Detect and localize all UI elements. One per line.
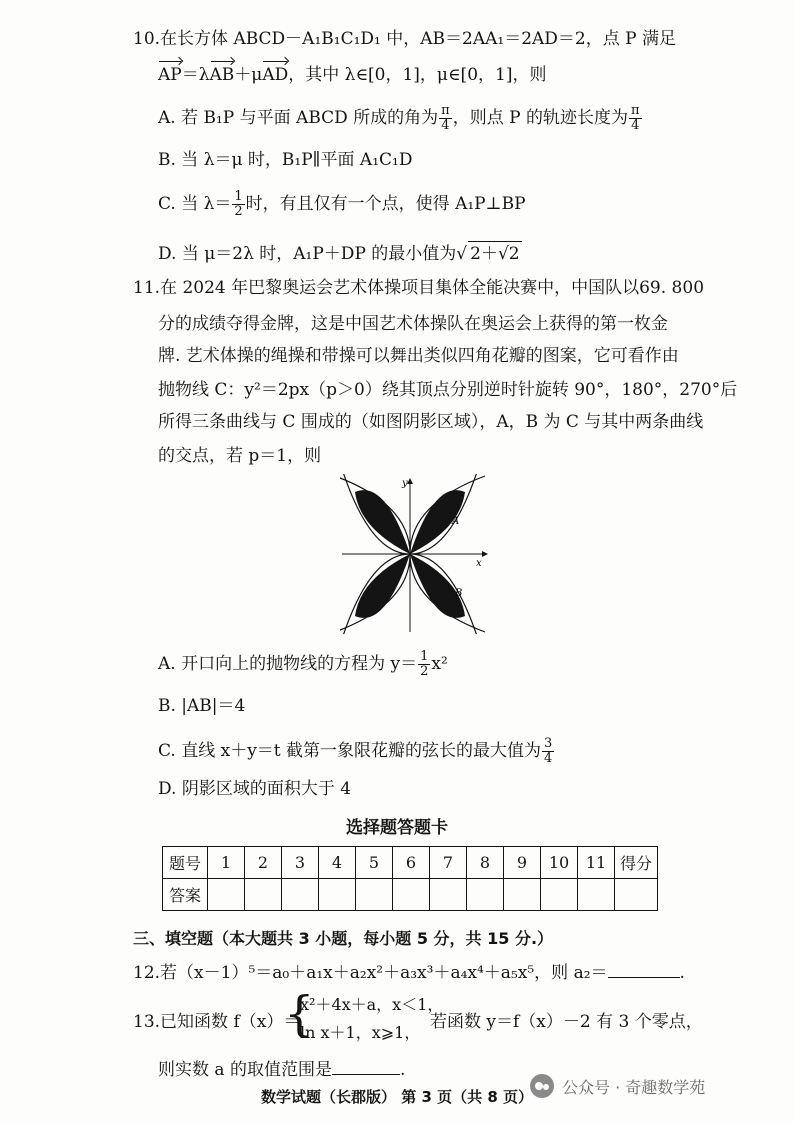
answer-cell[interactable] <box>430 879 467 911</box>
question-number-cell: 2 <box>245 847 282 879</box>
q10-d-pre: D. 当 μ＝2λ 时，A₁P＋DP 的最小值为√ <box>158 244 468 264</box>
petal-q3 <box>355 554 410 618</box>
q10-option-d <box>158 241 522 266</box>
answer-card-row-numbers <box>163 847 658 879</box>
q11-stem-line-1 <box>133 276 704 300</box>
fraction <box>418 650 430 679</box>
q11-stem-1: 在 2024 年巴黎奥运会艺术体操项目集体全能决赛中，中国队以69. 800 <box>160 278 705 298</box>
question-number-cell: 9 <box>504 847 541 879</box>
q10-c-post: 时，有且仅有一个点，使得 A₁P⊥BP <box>245 194 526 214</box>
numerator: 3 <box>544 736 553 751</box>
numerator: π <box>441 103 450 118</box>
label-point-a: A <box>452 516 460 527</box>
answer-cell[interactable] <box>208 879 245 911</box>
q10-stem-2d: ＋μ <box>234 65 263 85</box>
label-x: x <box>476 558 482 569</box>
q11-a-post: x² <box>431 654 448 674</box>
q10-option-c <box>158 190 526 219</box>
question-number-cell: 10 <box>541 847 578 879</box>
label-point-b: B <box>455 588 463 599</box>
q12-line <box>133 959 685 985</box>
fraction <box>542 737 554 766</box>
denominator: 4 <box>441 118 450 133</box>
q13-pre: 已知函数 f（x）＝ <box>160 1012 301 1032</box>
numerator: 1 <box>420 649 429 664</box>
answer-card-title: 选择题答题卡 <box>346 818 448 838</box>
q11-stem-line-4: 抛物线 C：y²＝2px（p＞0）绕其顶点分别逆时针旋转 90°，180°，270°后 <box>158 380 738 400</box>
row-label-numbers: 题号 <box>163 847 208 879</box>
x-axis-arrow <box>482 551 488 557</box>
q10-stem-line-2 <box>158 63 546 87</box>
answer-cell[interactable] <box>504 879 541 911</box>
question-number-cell: 4 <box>319 847 356 879</box>
q10-d-sqrt: 2＋√2 <box>468 241 521 266</box>
q12-end: . <box>679 963 685 983</box>
y-axis-arrow <box>407 478 413 484</box>
row-label-answers: 答案 <box>163 879 208 911</box>
answer-card-row-answers <box>163 879 658 911</box>
q10-number: 10. <box>133 29 161 49</box>
q10-stem-2f: ，其中 λ∈[0，1]，μ∈[0，1]，则 <box>288 65 547 85</box>
q11-stem-line-3: 牌. 艺术体操的绳操和带操可以舞出类似四角花瓣的图案，它可看作由 <box>158 346 679 366</box>
q13-post: 若函数 y＝f（x）－2 有 3 个零点， <box>430 1012 703 1032</box>
q10-stem-line-1 <box>133 27 676 51</box>
numerator: π <box>630 103 640 118</box>
q12-text: 若（x－1）⁵＝a₀＋a₁x＋a₂x²＋a₃x³＋a₄x⁴＋a₅x⁵，则 a₂＝ <box>160 963 608 983</box>
q13-case-2: ln x＋1，x⩾1， <box>300 1023 421 1042</box>
answer-cell[interactable] <box>393 879 430 911</box>
q12-number: 12. <box>133 963 161 983</box>
q13-case-1: x²＋4x＋a，x＜1， <box>300 995 444 1014</box>
q10-stem-1: 在长方体 ABCD－A₁B₁C₁D₁ 中，AB＝2AA₁＝2AD＝2，点 P 满足 <box>160 29 676 49</box>
denominator: 2 <box>420 664 429 679</box>
q10-a-text: A. 若 B₁P 与平面 ABCD 所成的角为 <box>158 108 439 128</box>
answer-cell[interactable] <box>282 879 319 911</box>
q13-number: 13. <box>133 1012 161 1032</box>
q11-stem-line-6: 的交点，若 p＝1，则 <box>158 446 322 466</box>
fraction <box>439 104 452 133</box>
q13-end: . <box>399 1060 406 1080</box>
q13-answer-blank[interactable] <box>332 1056 400 1075</box>
answer-cell[interactable] <box>541 879 578 911</box>
q11-option-a <box>158 650 448 679</box>
watermark-text: 公众号 · 奇趣数学苑 <box>562 1077 706 1097</box>
numerator: 1 <box>234 189 243 204</box>
denominator: 4 <box>544 751 553 766</box>
q13-line2-text: 则实数 a 的取值范围是 <box>158 1060 332 1080</box>
answer-cell[interactable] <box>245 879 282 911</box>
q11-stem-line-2: 分的成绩夺得金牌，这是中国艺术体操队在奥运会上获得的第一枚金 <box>158 314 668 334</box>
score-label-cell: 得分 <box>615 847 658 879</box>
q12-answer-blank[interactable] <box>608 959 680 978</box>
q11-stem-line-5: 所得三条曲线与 C 围成的（如图阴影区域），A，B 为 C 与其中两条曲线 <box>158 412 704 432</box>
section-3-heading: 三、填空题（本大题共 3 小题，每小题 5 分，共 15 分.） <box>133 929 554 948</box>
page-footer: 数学试题（长郡版） 第 3 页（共 8 页） <box>261 1088 533 1106</box>
q11-option-d: D. 阴影区域的面积大于 4 <box>158 779 352 799</box>
petal-q2 <box>355 490 410 554</box>
question-number-cell: 7 <box>430 847 467 879</box>
answer-cell[interactable] <box>356 879 393 911</box>
question-number-cell: 3 <box>282 847 319 879</box>
question-number-cell: 5 <box>356 847 393 879</box>
score-cell[interactable] <box>615 879 658 911</box>
vector-ad: AD <box>262 65 289 85</box>
vector-ab: AB <box>209 65 235 85</box>
question-number-cell: 8 <box>467 847 504 879</box>
q11-c-pre: C. 直线 x＋y＝t 截第一象限花瓣的弦长的最大值为 <box>158 741 542 761</box>
q11-option-b: B. |AB|＝4 <box>158 696 246 716</box>
question-number-cell: 11 <box>578 847 615 879</box>
fraction <box>232 190 244 219</box>
answer-card-table <box>162 846 658 911</box>
answer-cell[interactable] <box>319 879 356 911</box>
denominator: 4 <box>631 118 640 133</box>
fraction <box>629 104 642 133</box>
petal-q4 <box>410 554 465 618</box>
q11-number: 11. <box>133 278 161 298</box>
q10-c-pre: C. 当 λ＝ <box>158 194 232 214</box>
q11-a-pre: A. 开口向上的抛物线的方程为 y＝ <box>158 654 418 674</box>
q13-line-2 <box>158 1056 405 1082</box>
four-petal-figure <box>340 474 490 634</box>
q13-line-1 <box>133 1010 300 1034</box>
q10-option-b: B. 当 λ＝μ 时，B₁P∥平面 A₁C₁D <box>158 150 413 170</box>
answer-cell[interactable] <box>467 879 504 911</box>
piecewise-brace: { <box>284 986 315 1042</box>
answer-cell[interactable] <box>578 879 615 911</box>
q10-a-mid: ，则点 P 的轨迹长度为 <box>452 108 628 128</box>
denominator: 2 <box>234 204 243 219</box>
label-y: y <box>402 478 408 489</box>
q10-option-a <box>158 104 643 133</box>
q11-option-c <box>158 737 555 766</box>
question-number-cell: 6 <box>393 847 430 879</box>
question-number-cell: 1 <box>208 847 245 879</box>
vector-ap: AP <box>158 65 182 85</box>
q10-stem-2b: ＝λ <box>181 65 210 85</box>
